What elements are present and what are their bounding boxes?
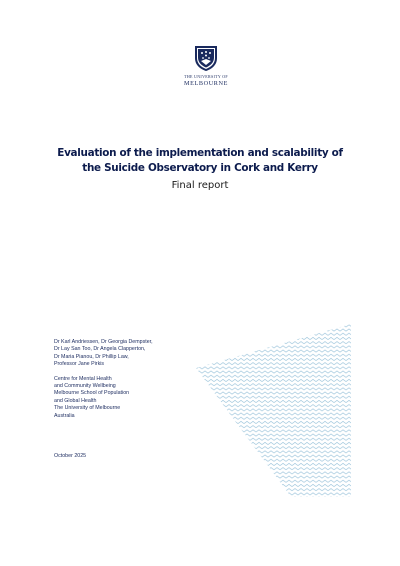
author-list [54,339,214,369]
institution-line: Melbourne School of Population [54,390,130,397]
report-title-line2: the Suicide Observatory in Cork and Kerry [82,162,318,174]
author-line: Dr Karl Andriessen, Dr Georgia Dempster, [54,339,153,345]
decorative-chevron-pattern [196,324,351,497]
crest-icon [193,44,219,72]
institution-block [54,376,214,420]
report-title-line1: Evaluation of the implementation and scalability of [57,147,343,159]
institution-line: and Community Wellbeing [54,383,116,390]
logo-text-main: MELBOURNE [184,80,228,87]
institution-line: Australia [54,412,75,419]
institution-line: Centre for Mental Health [54,375,112,382]
university-logo [182,44,230,87]
report-subtitle: Final report [171,180,229,191]
title-block [40,146,360,191]
author-line: Dr Maria Pianou, Dr Phillip Law, [54,353,129,360]
report-title [40,146,360,176]
author-line: Dr Lay San Too, Dr Angela Clapperton, [54,346,146,353]
institution-line: The University of Melbourne [54,405,121,412]
logo-text-top: THE UNIVERSITY OF [184,74,228,79]
report-date: October 2025 [54,453,87,459]
institution-line: and Global Health [54,397,97,404]
author-line: Professor Jane Pirkis [54,361,105,368]
author-info [54,339,214,420]
